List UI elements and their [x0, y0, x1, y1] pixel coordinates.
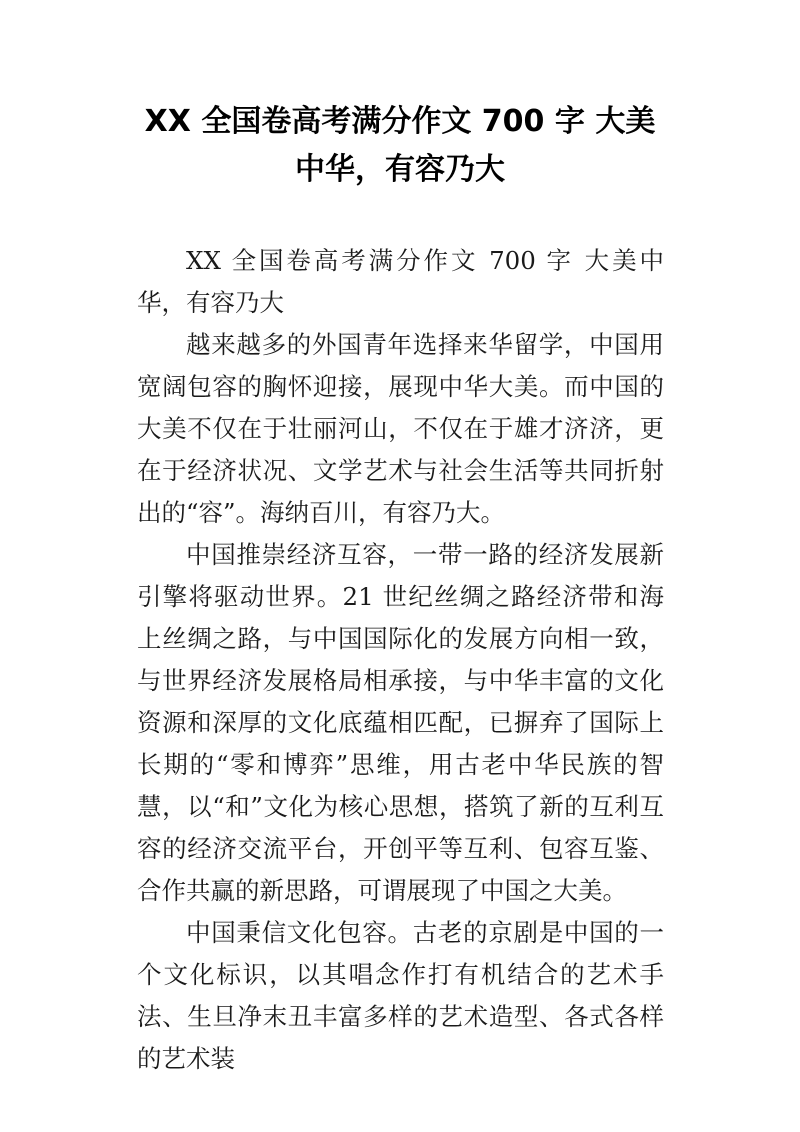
document-body	[137, 240, 664, 1080]
title-line-2: 中华，有容乃大	[295, 152, 505, 187]
document-title	[120, 98, 680, 194]
paragraph-intro: 越来越多的外国青年选择来华留学，中国用宽阔包容的胸怀迎接，展现中华大美。而中国的大美不仅在于壮丽河山，不仅在于雄才济济，更在于经济状况、文学艺术与社会生活等共同折射出的“容”。海纳百川，有容乃大。	[137, 330, 664, 527]
paragraph-culture: 中国秉信文化包容。古老的京剧是中国的一个文化标识，以其唱念作打有机结合的艺术手法、生旦净末丑丰富多样的艺术造型、各式各样的艺术装	[137, 918, 664, 1073]
title-line-1: XX 全国卷高考满分作文 700 字 大美	[144, 104, 656, 139]
paragraph-economy: 中国推崇经济互容，一带一路的经济发展新引擎将驱动世界。21 世纪丝绸之路经济带和海上丝绸之路，与中国国际化的发展方向相一致，与世界经济发展格局相承接，与中华丰富的文化资源和深厚的文化底蕴相匹配，已摒弃了国际上长期的“零和博弈”思维，用古老中华民族的智慧，以“和”文化为核心思想，搭筑了新的互利互容的经济交流平台，开创平等互利、包容互鉴、合作共赢的新思路，可谓展现了中国之大美。	[137, 540, 664, 905]
paragraph-heading: XX 全国卷高考满分作文 700 字 大美中华，有容乃大	[137, 246, 664, 317]
